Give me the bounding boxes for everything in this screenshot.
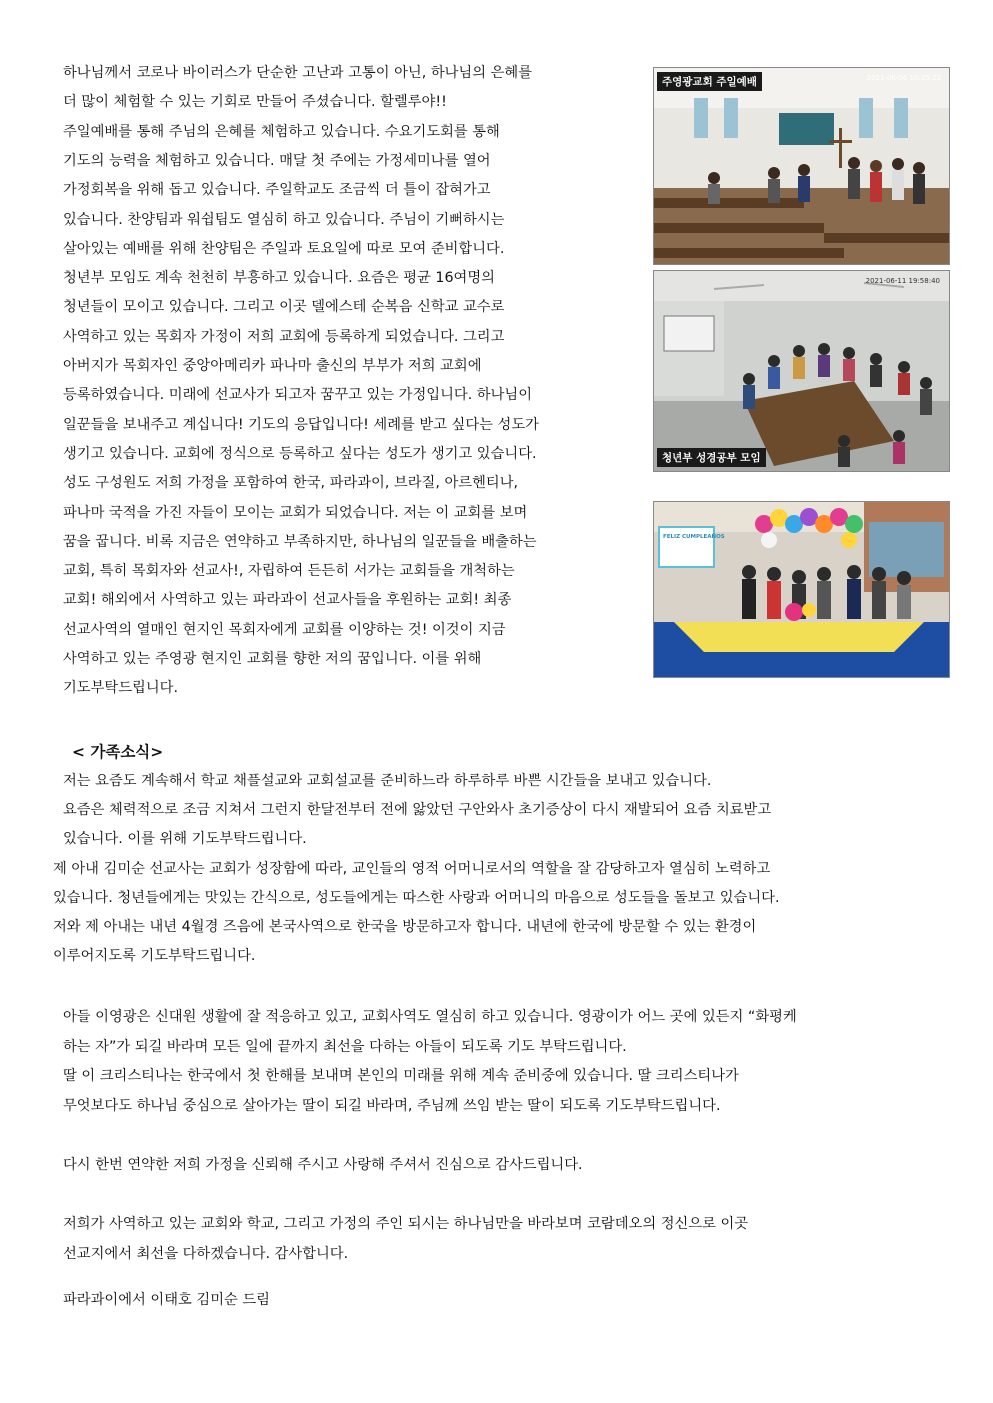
text-line: 아버지가 목회자인 중앙아메리카 파나마 출신의 부부가 저희 교회에 [63, 358, 482, 374]
text-line: 선교지에서 최선을 다하겠습니다. 감사합니다. [63, 1245, 349, 1262]
celebration-banner: FELIZ CUMPLEAÑOS [663, 534, 725, 540]
text-line: 하는 자”가 되길 바라며 모든 일에 끝까지 최선을 다하는 아들이 되도록 기도 부탁드립니다. [63, 1038, 627, 1055]
text-line: 사역하고 있는 주영광 현지인 교회를 향한 저의 꿈입니다. 이를 위해 [63, 651, 482, 667]
youth-study-scene-image [654, 271, 949, 471]
celebration-photo [653, 501, 950, 678]
text-line: 요즘은 체력적으로 조금 지쳐서 그런지 한달전부터 전에 앓았던 구안와사 초기증상이 다시 재발되어 요즘 치료받고 [63, 802, 772, 819]
text-line: 꿈을 꿉니다. 비록 지금은 연약하고 부족하지만, 하나님의 일꾼들을 배출하는 [63, 533, 537, 550]
text-line: 교회, 특히 목회자와 선교사!, 자립하여 든든히 서가는 교회들을 개척하는 [63, 563, 515, 580]
text-line: 사역하고 있는 목회자 가정이 저희 교회에 등록하게 되었습니다. 그리고 [63, 328, 505, 345]
text-line: 하나님께서 코로나 바이러스가 단순한 고난과 고통이 아닌, 하나님의 은혜를 [63, 65, 533, 81]
text-line: 저는 요즘도 계속해서 학교 채플설교와 교회설교를 준비하느라 하루하루 바쁜 시간들을 보내고 있습니다. [63, 773, 712, 789]
youth-photo-caption: 청년부 성경공부 모임 [657, 448, 766, 467]
text-line: 더 많이 체험할 수 있는 기회로 만들어 주셨습니다. 할렐루야!! [63, 94, 447, 111]
text-line: 아들 이영광은 신대원 생활에 잘 적응하고 있고, 교회사역도 열심히 하고 있습니다. 영광이가 어느 곳에 있든지 “화평케 [63, 1009, 797, 1025]
text-line: 교회! 해외에서 사역하고 있는 파라과이 선교사들을 후원하는 교회! 최종 [63, 592, 512, 609]
worship-photo-caption: 주영광교회 주일예배 [657, 72, 762, 91]
text-line: 성도 구성원도 저희 가정을 포함하여 한국, 파라과이, 브라질, 아르헨티나, [63, 475, 519, 492]
thanks-line: 다시 한번 연약한 저희 가정을 신뢰해 주시고 사랑해 주셔서 진심으로 감사드립니다. [63, 1157, 583, 1173]
text-line: 제 아내 김미순 선교사는 교회가 성장함에 따라, 교인들의 영적 어머니로서의 역할을 잘 감당하고자 열심히 노력하고 [53, 860, 771, 877]
signature: 파라과이에서 이태호 김미순 드림 [63, 1292, 270, 1308]
text-line: 기도부탁드립니다. [63, 680, 179, 697]
text-line: 있습니다. 청년들에게는 맛있는 간식으로, 성도들에게는 따스한 사랑과 어머니의 마음으로 성도들을 돌보고 있습니다. [53, 889, 780, 906]
youth-study-photo [653, 270, 950, 472]
text-line: 청년부 모임도 계속 천천히 부흥하고 있습니다. 요즘은 평균 16여명의 [63, 270, 495, 287]
text-line: 딸 이 크리스티나는 한국에서 첫 한해를 보내며 본인의 미래를 위해 계속 준비중에 있습니다. 딸 크리스티나가 [63, 1068, 739, 1084]
worship-photo [653, 67, 950, 265]
text-line: 주일예배를 통해 주님의 은혜를 체험하고 있습니다. 수요기도회를 통해 [63, 123, 500, 140]
text-line: 살아있는 예배를 위해 찬양팀은 주일과 토요일에 따로 모여 준비합니다. [63, 240, 505, 257]
text-line: 선교사역의 열매인 현지인 목회자에게 교회를 이양하는 것! 이것이 지금 [63, 621, 506, 638]
text-line: 파나마 국적을 가진 자들이 모이는 교회가 되었습니다. 저는 이 교회를 보며 [63, 504, 528, 521]
youth-photo-timestamp: 2021-06-11 19:58:40 [865, 277, 940, 285]
text-line: 일꾼들을 보내주고 계십니다! 기도의 응답입니다! 세례를 받고 싶다는 성도가 [63, 416, 539, 433]
text-line: 청년들이 모이고 있습니다. 그리고 이곳 델에스테 순복음 신학교 교수로 [63, 299, 505, 316]
text-line: 가정회복을 위해 돕고 있습니다. 주일학교도 조금씩 더 틀이 잡혀가고 [63, 182, 491, 199]
worship-scene-image [654, 68, 949, 264]
text-line: 이루어지도록 기도부탁드립니다. [53, 948, 256, 965]
worship-photo-timestamp: 2021-06-06 10:35:22 [866, 74, 941, 82]
text-line: 있습니다. 찬양팀과 워쉽팀도 열심히 하고 있습니다. 주님이 기뻐하시는 [63, 211, 505, 228]
celebration-scene-image [654, 502, 949, 677]
family-news-heading: < 가족소식> [72, 743, 164, 761]
text-line: 저희가 사역하고 있는 교회와 학교, 그리고 가정의 주인 되시는 하나님만을 바라보며 코람데오의 정신으로 이곳 [63, 1216, 749, 1232]
text-line: 무엇보다도 하나님 중심으로 살아가는 딸이 되길 바라며, 주님께 쓰임 받는 딸이 되도록 기도부탁드립니다. [63, 1097, 721, 1114]
text-line: 등록하였습니다. 미래에 선교사가 되고자 꿈꾸고 있는 가정입니다. 하나님이 [63, 387, 533, 404]
text-line: 저와 제 아내는 내년 4월경 즈음에 본국사역으로 한국을 방문하고자 합니다. 내년에 한국에 방문할 수 있는 환경이 [53, 919, 757, 935]
text-line: 기도의 능력을 체험하고 있습니다. 매달 첫 주에는 가정세미나를 열어 [63, 152, 491, 169]
text-line: 있습니다. 이를 위해 기도부탁드립니다. [63, 831, 307, 848]
text-line: 생기고 있습니다. 교회에 정식으로 등록하고 싶다는 성도가 생기고 있습니다. [63, 445, 537, 462]
